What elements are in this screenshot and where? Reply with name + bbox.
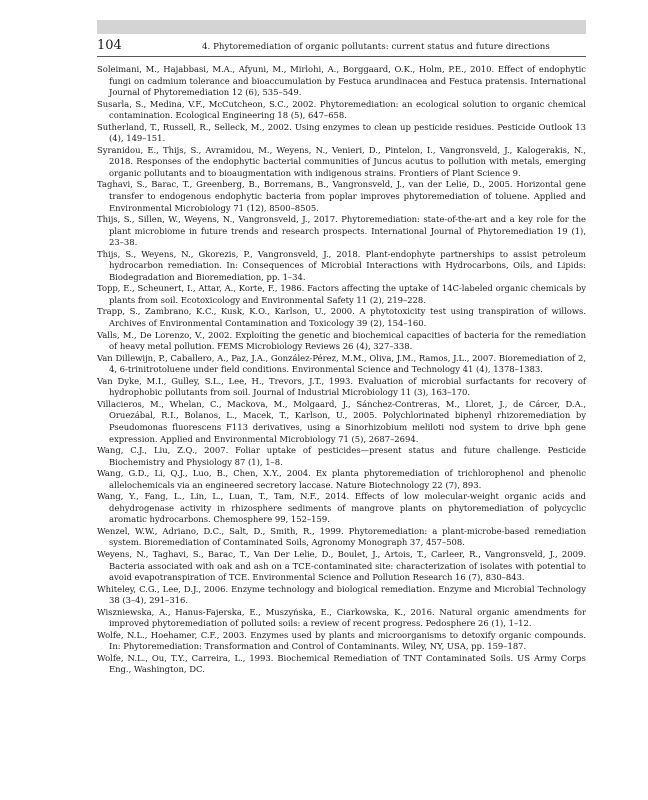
reference-item: Villacieros, M., Whelan, C., Mackova, M., Molgaard, J., Sánchez-Contreras, M., Lloret, J., de Cárcer, D.A., Oruezábal, R.I., Bolanos, L., Macek, T., Karlson, U., 2005. Polychlorinated biphenyl rhizoremediation by Pseudomonas fluorescens F113 derivatives, using a Sinorhizobium meliloti nod system to drive bph gene expression. Applied and Environmental Microbiology 71 (5), 2687–2694. xyxy=(97,398,586,444)
top-gray-bar xyxy=(97,20,586,34)
reference-item: Wiszniewska, A., Hanus-Fajerska, E., Muszyńska, E., Ciarkowska, K., 2016. Natural organic amendments for improved phytoremediation of polluted soils: a review of recent progress. Pedosphere 26 (1), 1–12. xyxy=(97,606,586,629)
reference-item: Taghavi, S., Barac, T., Greenberg, B., Borremans, B., Vangronsveld, J., van der Lelie, D., 2005. Horizontal gene transfer to endogenous endophytic bacteria from poplar improves phytoremediation of toluene. Applied and Environmental Microbiology 71 (12), 8500–8505. xyxy=(97,179,586,213)
reference-item: Topp, E., Scheunert, I., Attar, A., Korte, F., 1986. Factors affecting the uptake of 14C-labeled organic chemicals by plants from soil. Ecotoxicology and Environmental Safety 11 (2), 219–228. xyxy=(97,283,586,305)
reference-item: Wang, G.D., Li, Q.J., Luo, B., Chen, X.Y., 2004. Ex planta phytoremediation of trichlorophenol and phenolic allelochemicals via an engineered secretory laccase. Nature Biotechnology 22 (7), 893. xyxy=(97,468,586,490)
reference-item: Valls, M., De Lorenzo, V., 2002. Exploiting the genetic and biochemical capacities of bacteria for the remediation of heavy metal pollution. FEMS Microbiology Reviews 26 (4), 327–338. xyxy=(97,329,586,352)
reference-item: Sutherland, T., Russell, R., Selleck, M., 2002. Using enzymes to clean up pesticide residues. Pesticide Outlook 13 (4), 149–151. xyxy=(97,121,586,144)
page-header xyxy=(97,38,586,57)
reference-item: Susarla, S., Medina, V.F., McCutcheon, S.C., 2002. Phytoremediation: an ecological solution to organic chemical contamination. Ecological Engineering 18 (5), 647–658. xyxy=(97,98,586,121)
reference-item: Wolfe, N.L., Hoehamer, C.F., 2003. Enzymes used by plants and microorganisms to detoxify organic compounds. In: Phytoremediation: Transformation and Control of Contaminants. Wiley, NY, USA, pp. 159–187. xyxy=(97,629,586,652)
page-number: 104 xyxy=(97,38,122,53)
reference-item: Van Dillewijn, P., Caballero, A., Paz, J.A., González-Pérez, M.M., Oliva, J.M., Ramos, J.L., 2007. Bioremediation of 2, 4, 6-trinitrotoluene under field conditions. Environmental Science and Technology 41 (4), 1378–1383. xyxy=(97,352,586,375)
reference-item: Thijs, S., Sillen, W., Weyens, N., Vangronsveld, J., 2017. Phytoremediation: state-of-the-art and a key role for the plant microbiome in future trends and research prospects. International Journal of Phytoremediation 19 (1), 23–38. xyxy=(97,214,586,248)
reference-item: Weyens, N., Taghavi, S., Barac, T., Van Der Lelie, D., Boulet, J., Artois, T., Carleer, R., Vangronsveld, J., 2009. Bacteria associated with oak and ash on a TCE-contaminated site: characterization of isolates with potential to avoid evapotranspiration of TCE. Environmental Science and Pollution Research 16 (7), 830–843. xyxy=(97,548,586,583)
reference-item: Wenzel, W.W., Adriano, D.C., Salt, D., Smith, R., 1999. Phytoremediation: a plant-microbe-based remediation system. Bioremediation of Contaminated Soils, Agronomy Monograph 37, 457–508. xyxy=(97,525,586,548)
reference-item: Trapp, S., Zambrano, K.C., Kusk, K.O., Karlson, U., 2000. A phytotoxicity test using transpiration of willows. Archives of Environmental Contamination and Toxicology 39 (2), 154–160. xyxy=(97,306,586,329)
reference-item: Wang, Y., Fang, L., Lin, L., Luan, T., Tam, N.F., 2014. Effects of low molecular-weight organic acids and dehydrogenase activity in rhizosphere sediments of mangrove plants on phytoremediation of polycyclic aromatic hydrocarbons. Chemosphere 99, 152–159. xyxy=(97,491,586,525)
reference-item: Whiteley, C.G., Lee, D.J., 2006. Enzyme technology and biological remediation. Enzyme and Microbial Technology 38 (3–4), 291–316. xyxy=(97,583,586,606)
running-head: 4. Phytoremediation of organic pollutants: current status and future directions xyxy=(202,42,550,52)
reference-list xyxy=(97,64,586,676)
reference-item: Syranidou, E., Thijs, S., Avramidou, M., Weyens, N., Venieri, D., Pintelon, I., Vangronsveld, J., Kalogerakis, N., 2018. Responses of the endophytic bacterial communities of Juncus acutus to pollution with metals, emerging organic pollutants and to bioaugmentation with indigenous strains. Frontiers of Plant Science 9. xyxy=(97,144,586,178)
reference-item: Soleimani, M., Hajabbasi, M.A., Afyuni, M., Mirlohi, A., Borggaard, O.K., Holm, P.E., 2010. Effect of endophytic fungi on cadmium tolerance and bioaccumulation by Festuca arundinacea and Festuca pratensis. International Journal of Phytoremediation 12 (6), 535–549. xyxy=(97,64,586,98)
reference-item: Van Dyke, M.I., Gulley, S.L., Lee, H., Trevors, J.T., 1993. Evaluation of microbial surfactants for recovery of hydrophobic pollutants from soil. Journal of Industrial Microbiology 11 (3), 163–170. xyxy=(97,375,586,398)
reference-item: Thijs, S., Weyens, N., Gkorezis, P., Vangronsveld, J., 2018. Plant-endophyte partnerships to assist petroleum hydrocarbon remediation. In: Consequences of Microbial Interactions with Hydrocarbons, Oils, and Lipids: Biodegradation and Bioremediation, pp. 1–34. xyxy=(97,248,586,282)
reference-item: Wang, C.J., Liu, Z.Q., 2007. Foliar uptake of pesticides—present status and future challenge. Pesticide Biochemistry and Physiology 87 (1), 1–8. xyxy=(97,445,586,467)
reference-item: Wolfe, N.L., Ou, T.Y., Carreira, L., 1993. Biochemical Remediation of TNT Contaminated Soils. US Army Corps Eng., Washington, DC. xyxy=(97,652,586,675)
